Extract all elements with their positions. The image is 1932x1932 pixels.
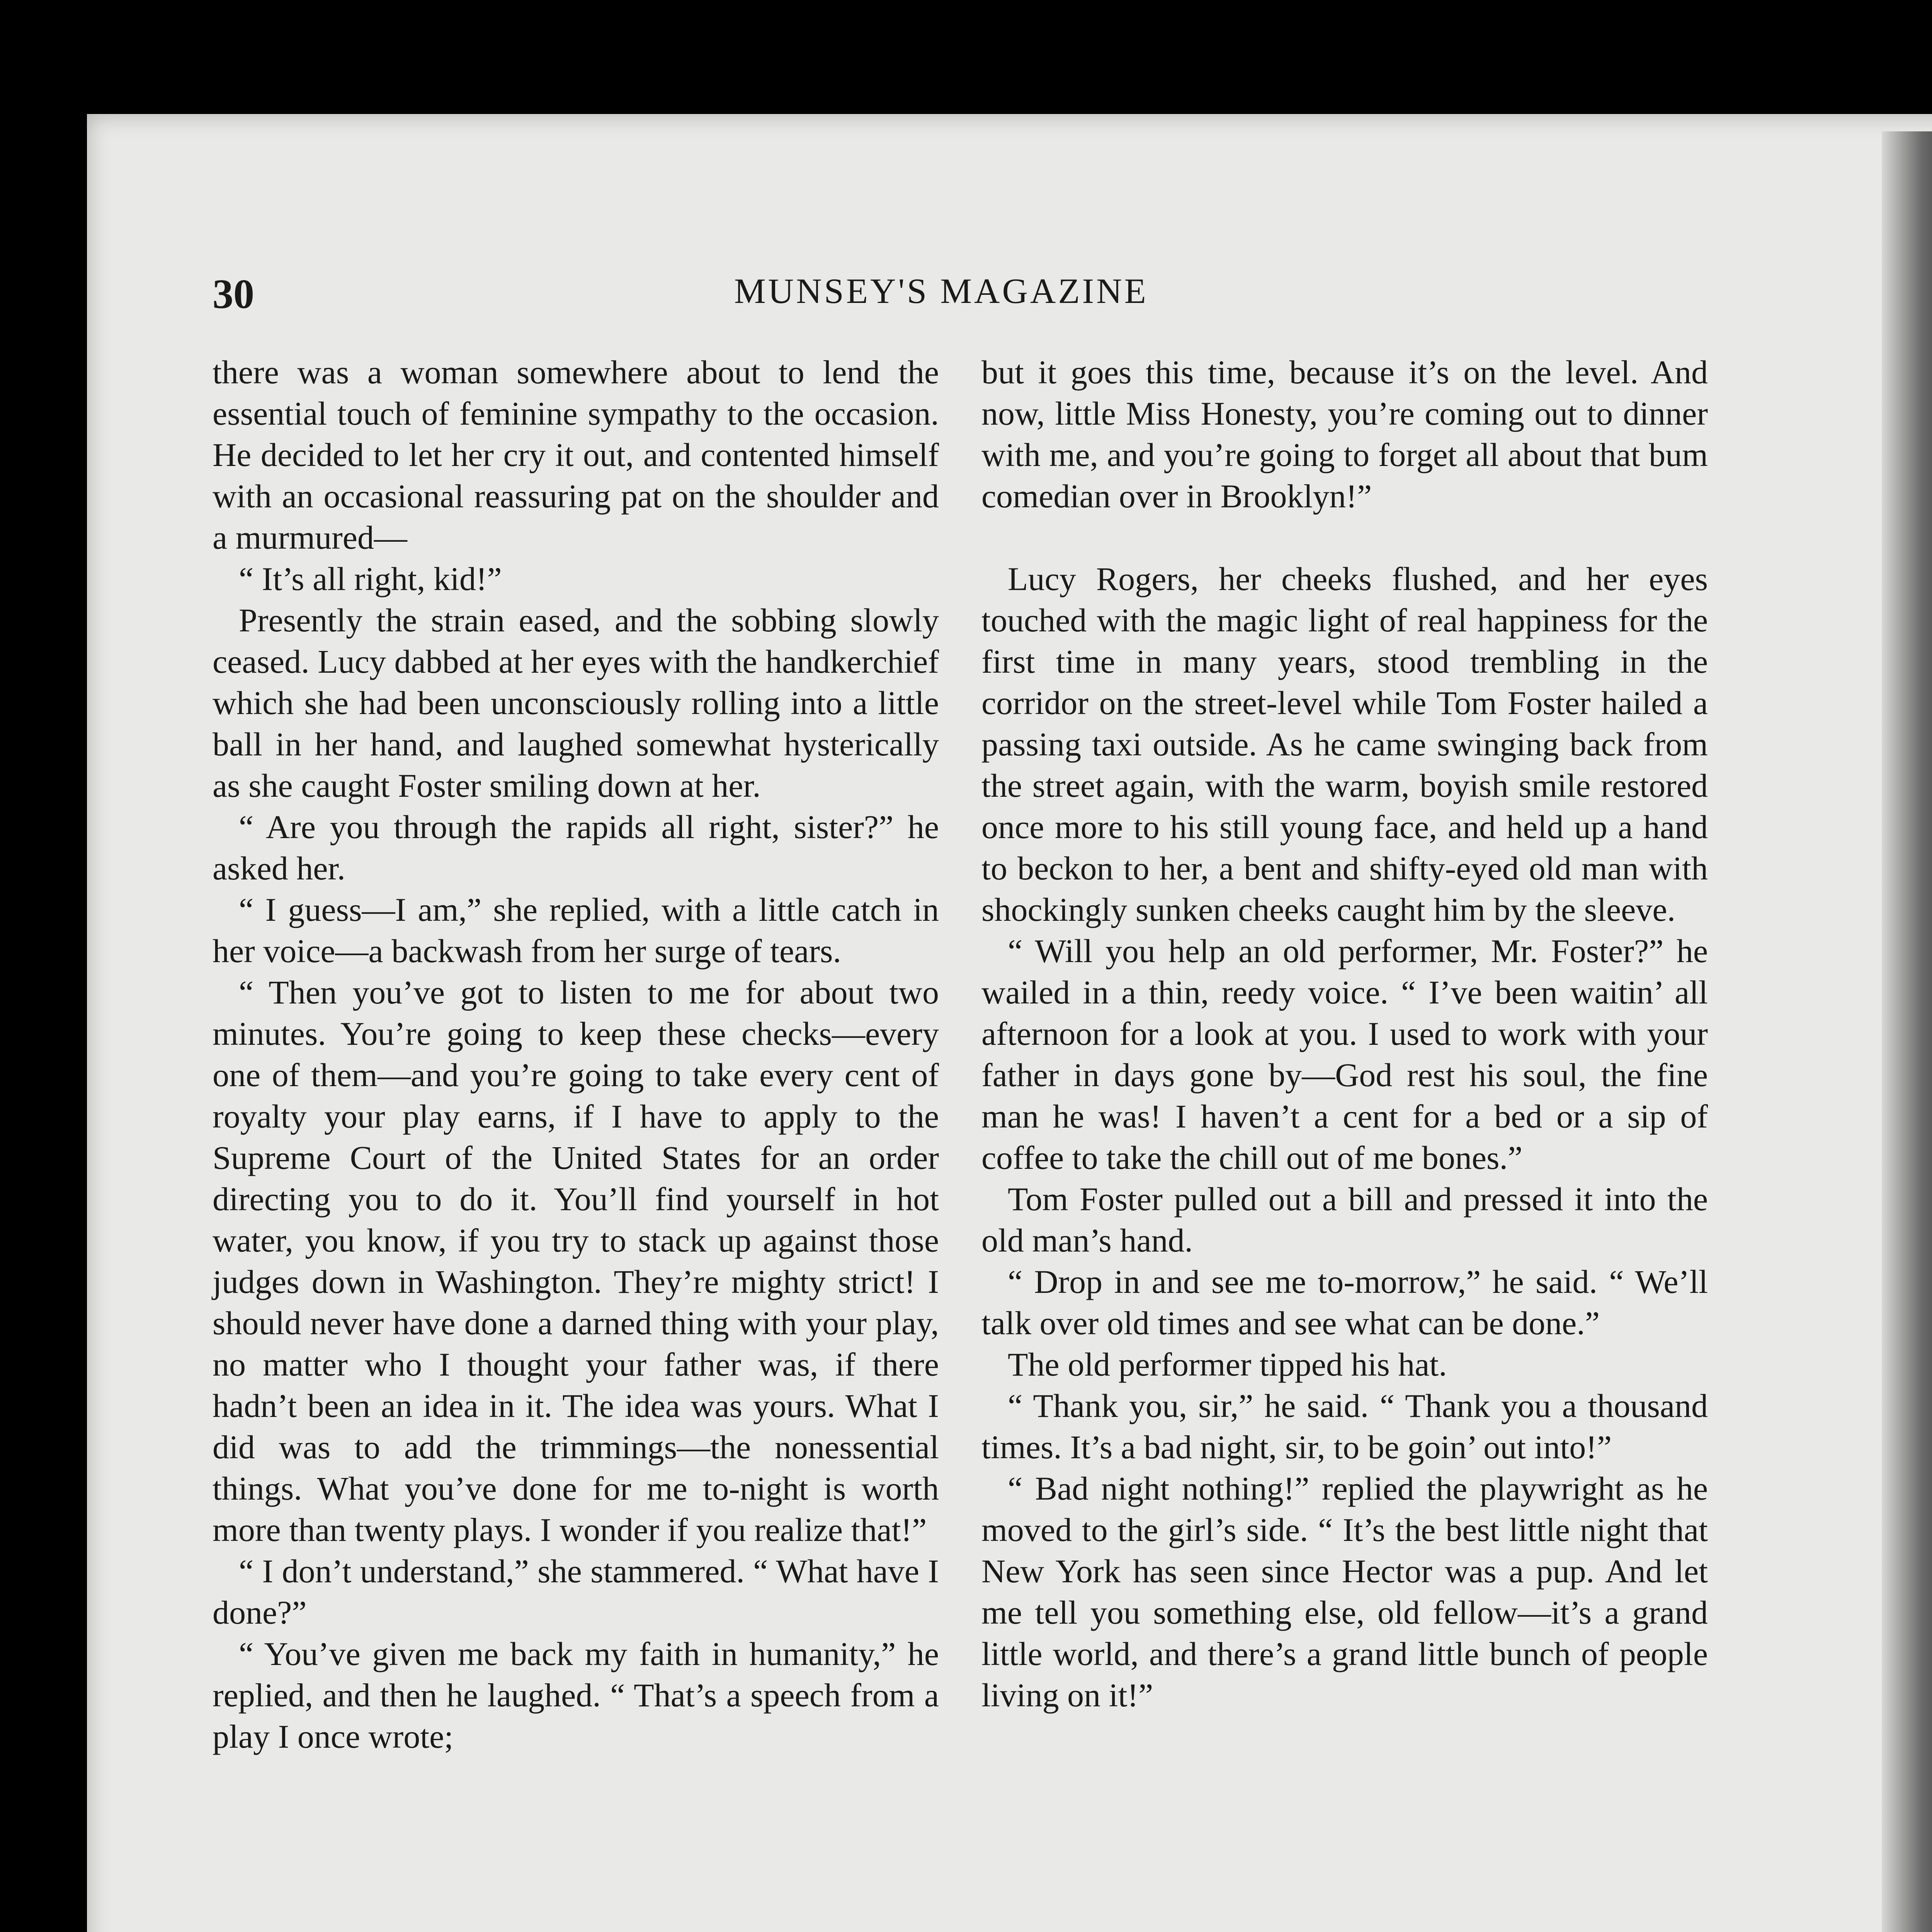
page-binding-edge [1882,131,1932,1932]
paragraph: “ Will you help an old performer, Mr. Foster?” he wailed in a thin, reedy voice. “ I’ve been waitin’ all afternoon for a look at you. I used to work with your father in days gone by—God rest his soul, the fine man he was! I haven’t a cent for a bed or a sip of coffee to take the chill out of me bones.” [981,932,1708,1176]
paragraph: “ Drop in and see me to-morrow,” he said. “ We’ll talk over old times and see what can be done.” [981,1263,1708,1342]
page-header [213,270,1789,321]
paragraph: Presently the strain eased, and the sobbing slowly ceased. Lucy dabbed at her eyes with the handkerchief which she had been unconsciously rolling into a little ball in her hand, and laughed somewhat hysterically as she caught Foster smiling down at her. [213,602,939,804]
paragraph: The old performer tipped his hat. [1008,1346,1447,1383]
paragraph: “ Then you’ve got to listen to me for about two minutes. You’re going to keep these checks—every one of them—and you’re going to take every cent of royalty your play earns, if I have to apply to the Supreme Court of the United States for an order directing you to do it. You’ll find yourself in hot water, you know, if you try to stack up against those judges down in Washington. They’re mighty strict! I should never have done a darned thing with your play, no matter who I thought your father was, if there hadn’t been an idea in it. The idea was yours. What I did was to add the trimmings—the nonessential things. What you’ve done for me to-night is worth more than twenty plays. I wonder if you realize that!” [213,974,939,1548]
paragraph: “ Are you through the rapids all right, sister?” he asked her. [213,808,939,887]
paragraph: “ Bad night nothing!” replied the playwright as he moved to the girl’s side. “ It’s the best little night that New York has seen since Hector was a pup. And let me tell you something else, old fellow—it’s a grand little world, and there’s a grand little bunch of people living on it!” [981,1470,1708,1714]
page-number: 30 [213,271,254,317]
paragraph: Lucy Rogers, her cheeks flushed, and her eyes touched with the magic light of real happiness for the first time in many years, stood trembling in the corridor on the street-level while Tom Foster hailed a passing taxi outside. As he came swinging back from the street again, with the warm, boyish smile restored once more to his still young face, and held up a hand to beckon to her, a bent and shifty-eyed old man with shockingly sunken cheeks caught him by the sleeve. [981,560,1708,928]
paragraph: “ Thank you, sir,” he said. “ Thank you a thousand times. It’s a bad night, sir, to be goin’ out into!” [981,1387,1708,1466]
magazine-title: MUNSEY'S MAGAZINE [734,271,1148,311]
paragraph: but it goes this time, because it’s on the level. And now, little Miss Honesty, you’re coming out to dinner with me, and you’re going to forget all about that bum comedian over in Brooklyn!” [981,354,1708,515]
left-column [213,352,939,1757]
paragraph: “ It’s all right, kid!” [239,560,502,597]
right-column [981,352,1708,1716]
paragraph: “ I guess—I am,” she replied, with a little catch in her voice—a backwash from her surge of tears. [213,891,939,969]
paragraph: “ I don’t understand,” she stammered. “ What have I done?” [213,1553,939,1631]
paragraph: Tom Foster pulled out a bill and pressed it into the old man’s hand. [981,1180,1708,1259]
paragraph: there was a woman somewhere about to lend the essential touch of feminine sympathy to the occasion. He decided to let her cry it out, and contented himself with an occasional reassuring pat on the shoulder and a murmured— [213,354,939,556]
paragraph: “ You’ve given me back my faith in humanity,” he replied, and then he laughed. “ That’s a speech from a play I once wrote; [213,1635,939,1755]
